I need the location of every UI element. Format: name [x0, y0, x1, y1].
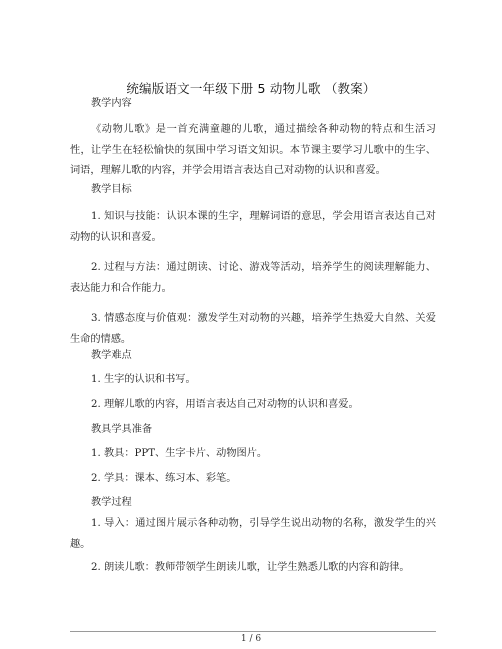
difficulty-item: 2. 理解儿歌的内容，用语言表达自己对动物的认识和喜爱。 — [91, 399, 359, 410]
footer-divider — [70, 631, 436, 632]
difficulty-item: 1. 生字的认识和书写。 — [91, 374, 196, 385]
prep-item: 2. 学具：课本、练习本、彩笔。 — [91, 473, 237, 484]
content-paragraph: 《动物儿歌》是一首充满童趣的儿歌，通过描绘各种动物的特点和生活习性，让学生在轻松愉快的氛围中学习语文知识。本节课主要学习儿歌中的生字、词语，理解儿歌的内容，并学会用语言表达自己对动物的认识和喜爱。 — [70, 124, 436, 176]
section-heading-content: 教学内容 — [91, 98, 132, 109]
section-heading-process: 教学过程 — [91, 497, 132, 508]
goal-item: 2. 过程与方法：通过朗读、讨论、游戏等活动，培养学生的阅读理解能力、表达能力和合作能力。 — [70, 262, 436, 294]
document-title: 统编版语文一年级下册 5 动物儿歌 （教案） — [126, 81, 376, 96]
process-item: 2. 朗读儿歌：教师带领学生朗读儿歌，让学生熟悉儿歌的内容和韵律。 — [91, 562, 410, 573]
section-heading-difficulty: 教学难点 — [91, 350, 132, 361]
goal-item: 3. 情感态度与价值观：激发学生对动物的兴趣，培养学生热爱大自然、关爱生命的情感。 — [70, 313, 436, 345]
section-heading-goals: 教学目标 — [91, 184, 132, 195]
goal-item: 1. 知识与技能：认识本课的生字，理解词语的意思，学会用语言表达自己对动物的认识和喜爱。 — [70, 211, 436, 243]
page-number: 1 / 6 — [240, 634, 262, 644]
process-item: 1. 导入：通过图片展示各种动物，引导学生说出动物的名称，激发学生的兴趣。 — [70, 518, 436, 550]
section-heading-prep: 教具学具准备 — [91, 424, 153, 435]
prep-item: 1. 教具：PPT、生字卡片、动物图片。 — [91, 448, 268, 459]
